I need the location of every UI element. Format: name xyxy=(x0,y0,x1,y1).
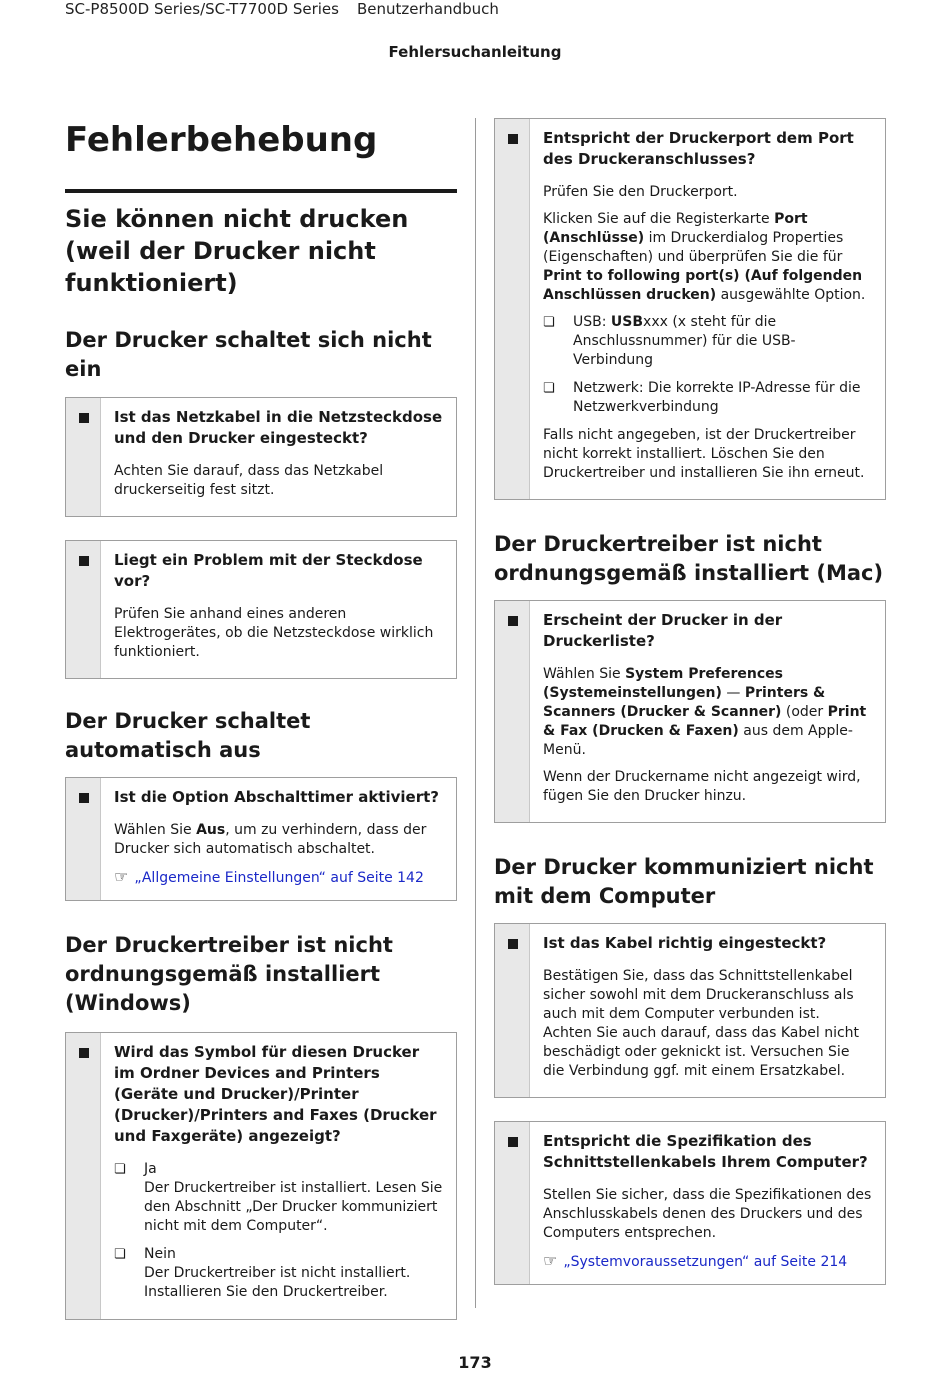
pointing-hand-icon: ☞ xyxy=(114,867,129,886)
heading-no-communication: Der Drucker kommuniziert nicht mit dem Computer xyxy=(494,855,874,908)
square-bullet-icon xyxy=(508,1137,518,1147)
checkbox-printer-icon xyxy=(65,1032,457,1320)
square-bullet-icon xyxy=(79,793,89,803)
cross-reference-link[interactable]: ☞ „Systemvoraussetzungen“ auf Seite 214 xyxy=(543,1251,848,1270)
header-series: SC-P8500D Series/SC-T7700D Series xyxy=(65,0,339,18)
answer: Klicken Sie auf die Registerkarte Port (Anschlüsse) im Druckerdialog Properties (Eigenschaften) und überprüfen Sie die für Print to following port(s) (Auf folgenden Anschlüssen drucken) ausgewählte Option. xyxy=(543,211,866,303)
checkbox-bullet-icon: ❏ xyxy=(543,315,555,330)
heading-driver-windows: Der Druckertreiber ist nicht ordnungsgemäß installiert (Windows) xyxy=(65,933,393,1015)
column-divider xyxy=(475,118,476,1308)
title-rule xyxy=(65,189,457,193)
answer: Wählen Sie System Preferences (Systemeinstellungen) — Printers & Scanners (Drucker & Scanner) (oder Print & Fax (Drucken & Faxen) aus dem Apple-Menü. xyxy=(543,666,867,758)
section-header: Fehlersuchanleitung xyxy=(388,43,562,61)
question: Ist das Kabel richtig eingesteckt? xyxy=(543,934,827,952)
square-bullet-icon xyxy=(79,413,89,423)
square-bullet-icon xyxy=(508,134,518,144)
question: Ist die Option Abschalttimer aktiviert? xyxy=(114,788,439,806)
square-bullet-icon xyxy=(79,556,89,566)
checkbox-cable-plugged xyxy=(494,923,886,1098)
checkbox-socket xyxy=(65,540,457,679)
header-manual: Benutzerhandbuch xyxy=(356,0,499,18)
answer: Prüfen Sie den Druckerport. xyxy=(543,184,738,200)
square-bullet-icon xyxy=(79,1048,89,1058)
answer: Prüfen Sie anhand eines anderen Elektrogerätes, ob die Netzsteckdose wirklich funktioniert. xyxy=(114,606,434,660)
list-item: ❏ Ja Der Druckertreiber ist installiert. Lesen Sie den Abschnitt „Der Drucker kommuniziert nicht mit dem Computer“. xyxy=(114,1161,443,1234)
checkbox-printer-list xyxy=(494,600,886,823)
answer: Falls nicht angegeben, ist der Druckertreiber nicht korrekt installiert. Löschen Sie den Druckertreiber und installieren Sie ihn erneut. xyxy=(543,427,865,481)
list-item: ❏ Nein Der Druckertreiber ist nicht installiert. Installieren Sie den Druckertreiber. xyxy=(114,1246,411,1300)
square-bullet-icon xyxy=(508,939,518,949)
left-column xyxy=(65,118,457,1320)
checkbox-power-cable xyxy=(65,397,457,517)
checkbox-shutdown-timer xyxy=(65,777,457,901)
question: Liegt ein Problem mit der Steckdose vor? xyxy=(114,551,423,590)
checkbox-bullet-icon: ❏ xyxy=(114,1162,126,1177)
answer: Achten Sie darauf, dass das Netzkabel druckerseitig fest sitzt. xyxy=(114,463,384,498)
running-header xyxy=(65,0,499,18)
heading-auto-off: Der Drucker schaltet automatisch aus xyxy=(65,709,311,762)
square-bullet-icon xyxy=(508,616,518,626)
question: Erscheint der Drucker in der Druckerliste? xyxy=(543,611,783,650)
answer: Wenn der Druckername nicht angezeigt wird, fügen Sie den Drucker hinzu. xyxy=(543,769,861,804)
question: Entspricht der Druckerport dem Port des Druckeranschlusses? xyxy=(543,129,854,168)
answer: Stellen Sie sicher, dass die Spezifikationen des Anschlusskabels denen des Druckers und des Computers entsprechen. xyxy=(543,1187,872,1241)
question: Entspricht die Spezifikation des Schnittstellenkabels Ihrem Computer? xyxy=(543,1132,868,1171)
chapter-heading: Sie können nicht drucken (weil der Drucker nicht funktioniert) xyxy=(65,205,409,297)
pointing-hand-icon: ☞ xyxy=(543,1251,558,1270)
question: Ist das Netzkabel in die Netzsteckdose und den Drucker eingesteckt? xyxy=(114,408,443,447)
answer: Bestätigen Sie, dass das Schnittstellenkabel sicher sowohl mit dem Druckeranschluss als auch mit dem Computer verbunden ist. Achten Sie auch darauf, dass das Kabel nicht beschädigt oder geknickt ist. Versuchen Sie die Verbindung ggf. mit einem Ersatzkabel. xyxy=(543,968,860,1079)
checkbox-bullet-icon: ❏ xyxy=(114,1247,126,1262)
heading-power-off: Der Drucker schaltet sich nicht ein xyxy=(65,328,432,381)
list-item: ❏ Netzwerk: Die korrekte IP-Adresse für die Netzwerkverbindung xyxy=(543,380,861,415)
answer: Wählen Sie Aus, um zu verhindern, dass der Drucker sich automatisch abschaltet. xyxy=(114,822,427,857)
checkbox-cable-spec xyxy=(494,1121,886,1285)
heading-driver-mac: Der Druckertreiber ist nicht ordnungsgemäß installiert (Mac) xyxy=(494,532,884,585)
right-column xyxy=(494,118,886,1285)
cross-reference-link[interactable]: ☞ „Allgemeine Einstellungen“ auf Seite 142 xyxy=(114,867,424,886)
page-number: 173 xyxy=(458,1353,492,1372)
checkbox-bullet-icon: ❏ xyxy=(543,381,555,396)
checkbox-printer-port xyxy=(494,118,886,500)
list-item: ❏ USB: USBxxx (x steht für die Anschlussnummer) für die USB-Verbindung xyxy=(543,314,796,368)
page-title: Fehlerbehebung xyxy=(65,120,378,160)
question: Wird das Symbol für diesen Drucker im Ordner Devices and Printers (Geräte und Drucker)/Printer (Drucker)/Printers and Faxes (Drucker und Faxgeräte) angezeigt? xyxy=(114,1043,437,1145)
